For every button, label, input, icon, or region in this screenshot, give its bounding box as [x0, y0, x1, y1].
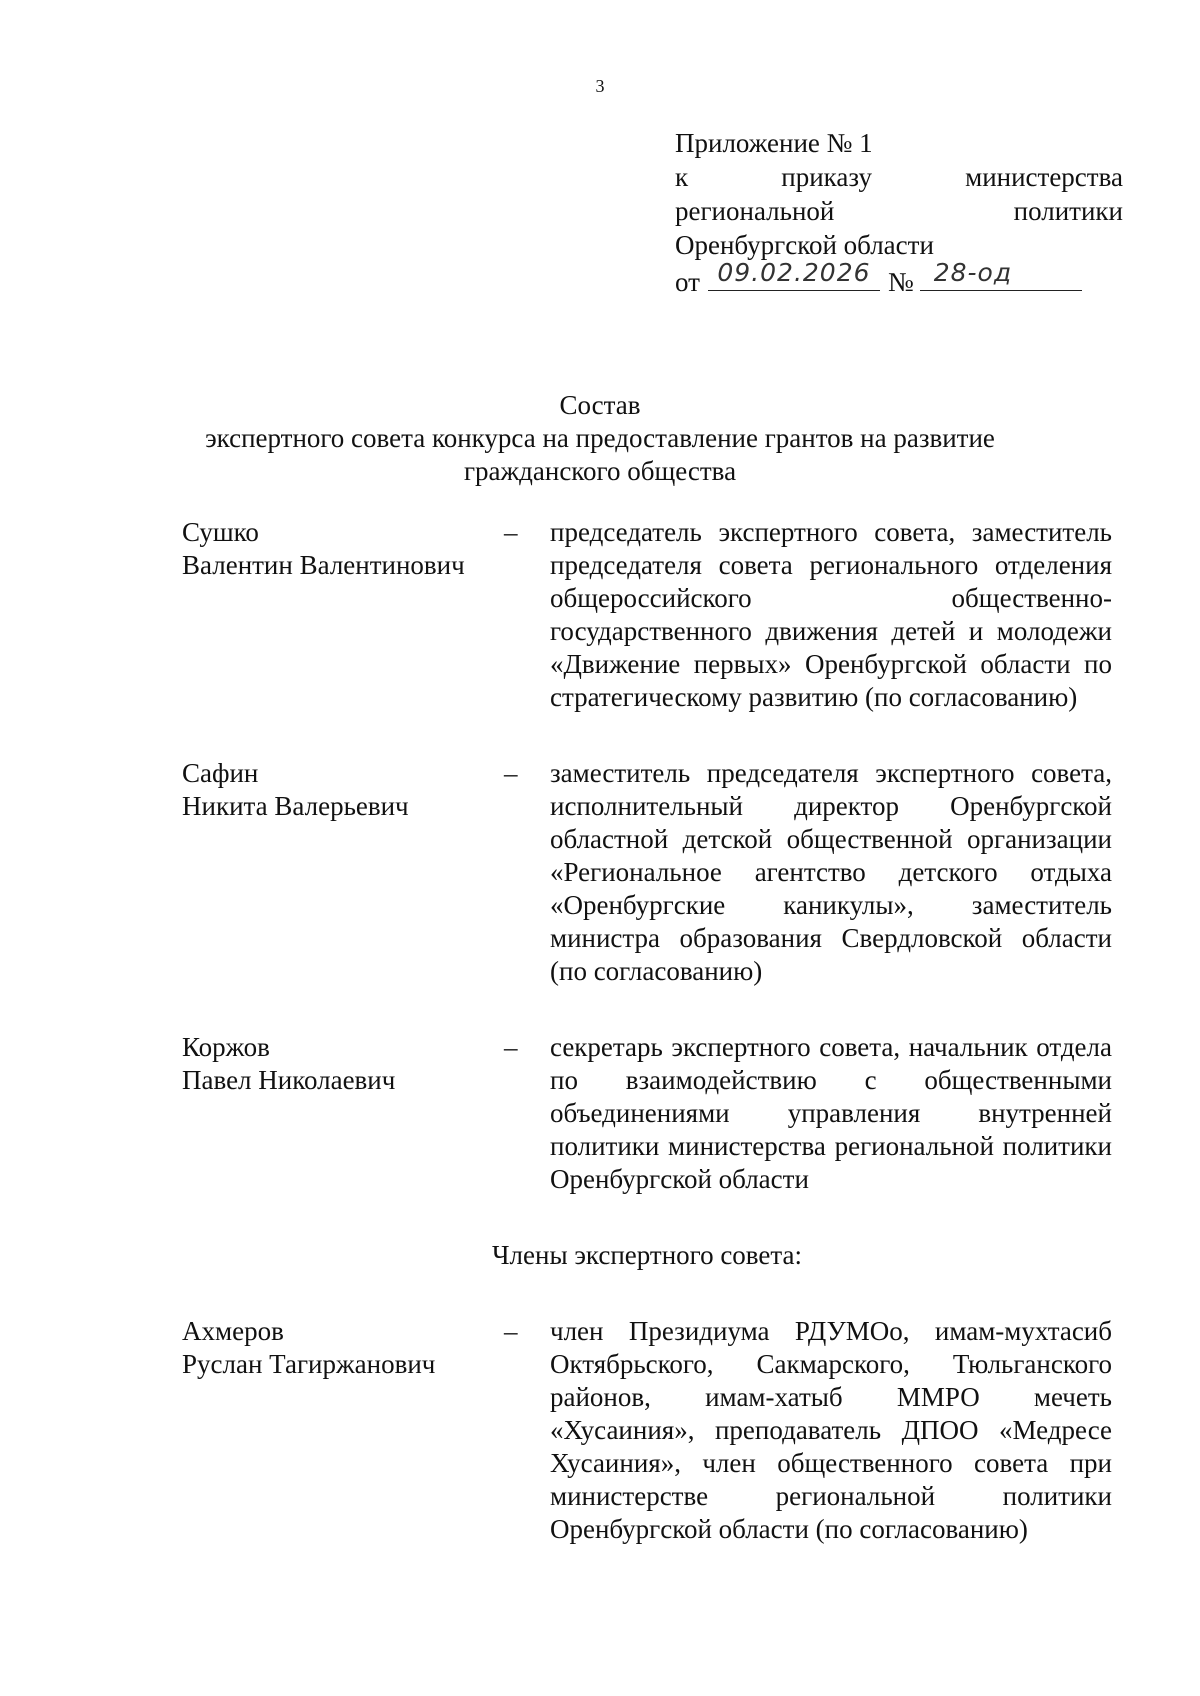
council-composition: [182, 516, 1112, 1546]
members-heading: Члены экспертного совета:: [491, 1240, 802, 1270]
member-given-name: Никита Валерьевич: [182, 791, 409, 821]
member-name: [182, 1031, 504, 1196]
appendix-title: Приложение № 1: [675, 128, 873, 158]
document-heading: [0, 389, 1200, 488]
member-name: [182, 757, 504, 988]
word: приказу: [781, 162, 872, 192]
date-prefix: от: [675, 267, 700, 297]
member-role: заместитель председателя экспертного совета, исполнительный директор Оренбургской областной детской общественной организации «Региональное агентство детского отдыха «Оренбургские каникулы», заместитель министра образования Свердловской области (по согласованию): [550, 758, 1112, 986]
member-surname: Коржов: [182, 1032, 270, 1062]
dash: –: [504, 758, 518, 788]
handwritten-number: 28-од: [933, 258, 1013, 287]
heading-line-2: гражданского общества: [463, 456, 737, 486]
number-prefix: №: [887, 267, 914, 297]
appendix-line-4: Оренбургской области: [675, 230, 934, 260]
appendix-line-3: [675, 194, 1123, 228]
member-role: председатель экспертного совета, заместитель председателя совета регионального отделения общероссийского общественно-государственного движения детей и молодежи «Движение первых» Оренбургской области по стратегическому развитию (по согласованию): [550, 517, 1112, 712]
appendix-block: [675, 126, 1123, 299]
member-entry: [182, 516, 1112, 714]
member-name: [182, 1315, 504, 1546]
number-fill-line: [920, 258, 1082, 291]
word: министерства: [965, 162, 1123, 192]
dash: –: [504, 1032, 518, 1062]
appendix-date-number-row: [675, 258, 1123, 299]
word: к: [675, 162, 689, 192]
dash: –: [504, 517, 518, 547]
member-role: секретарь экспертного совета, начальник отдела по взаимодействию с общественными объединениями управления внутренней политики министерства региональной политики Оренбургской области: [550, 1032, 1112, 1194]
dash: –: [504, 1316, 518, 1346]
date-fill-line: [708, 258, 880, 291]
heading-title: Состав: [559, 390, 641, 420]
heading-line-1: экспертного совета конкурса на предоставление грантов на развитие: [205, 423, 995, 453]
member-given-name: Павел Николаевич: [182, 1065, 396, 1095]
appendix-line-2: [675, 160, 1123, 194]
member-surname: Сушко: [182, 517, 259, 547]
word: политики: [1013, 196, 1123, 226]
member-role: член Президиума РДУМОо, имам-мухтасиб Октябрьского, Сакмарского, Тюльганского районов, имам-хатыб ММРО мечеть «Хусаиния», преподаватель ДПОО «Медресе Хусаиния», член общественного совета при министерстве региональной политики Оренбургской области (по согласованию): [550, 1316, 1112, 1544]
member-entry: [182, 757, 1112, 988]
member-name: [182, 516, 504, 714]
handwritten-date: 09.02.2026: [717, 258, 871, 287]
word: региональной: [675, 196, 835, 226]
member-entry: [182, 1315, 1112, 1546]
member-entry: [182, 1031, 1112, 1196]
page-number: 3: [595, 76, 605, 96]
member-given-name: Руслан Тагиржанович: [182, 1349, 436, 1379]
member-given-name: Валентин Валентинович: [182, 550, 465, 580]
member-surname: Сафин: [182, 758, 259, 788]
member-surname: Ахмеров: [182, 1316, 284, 1346]
